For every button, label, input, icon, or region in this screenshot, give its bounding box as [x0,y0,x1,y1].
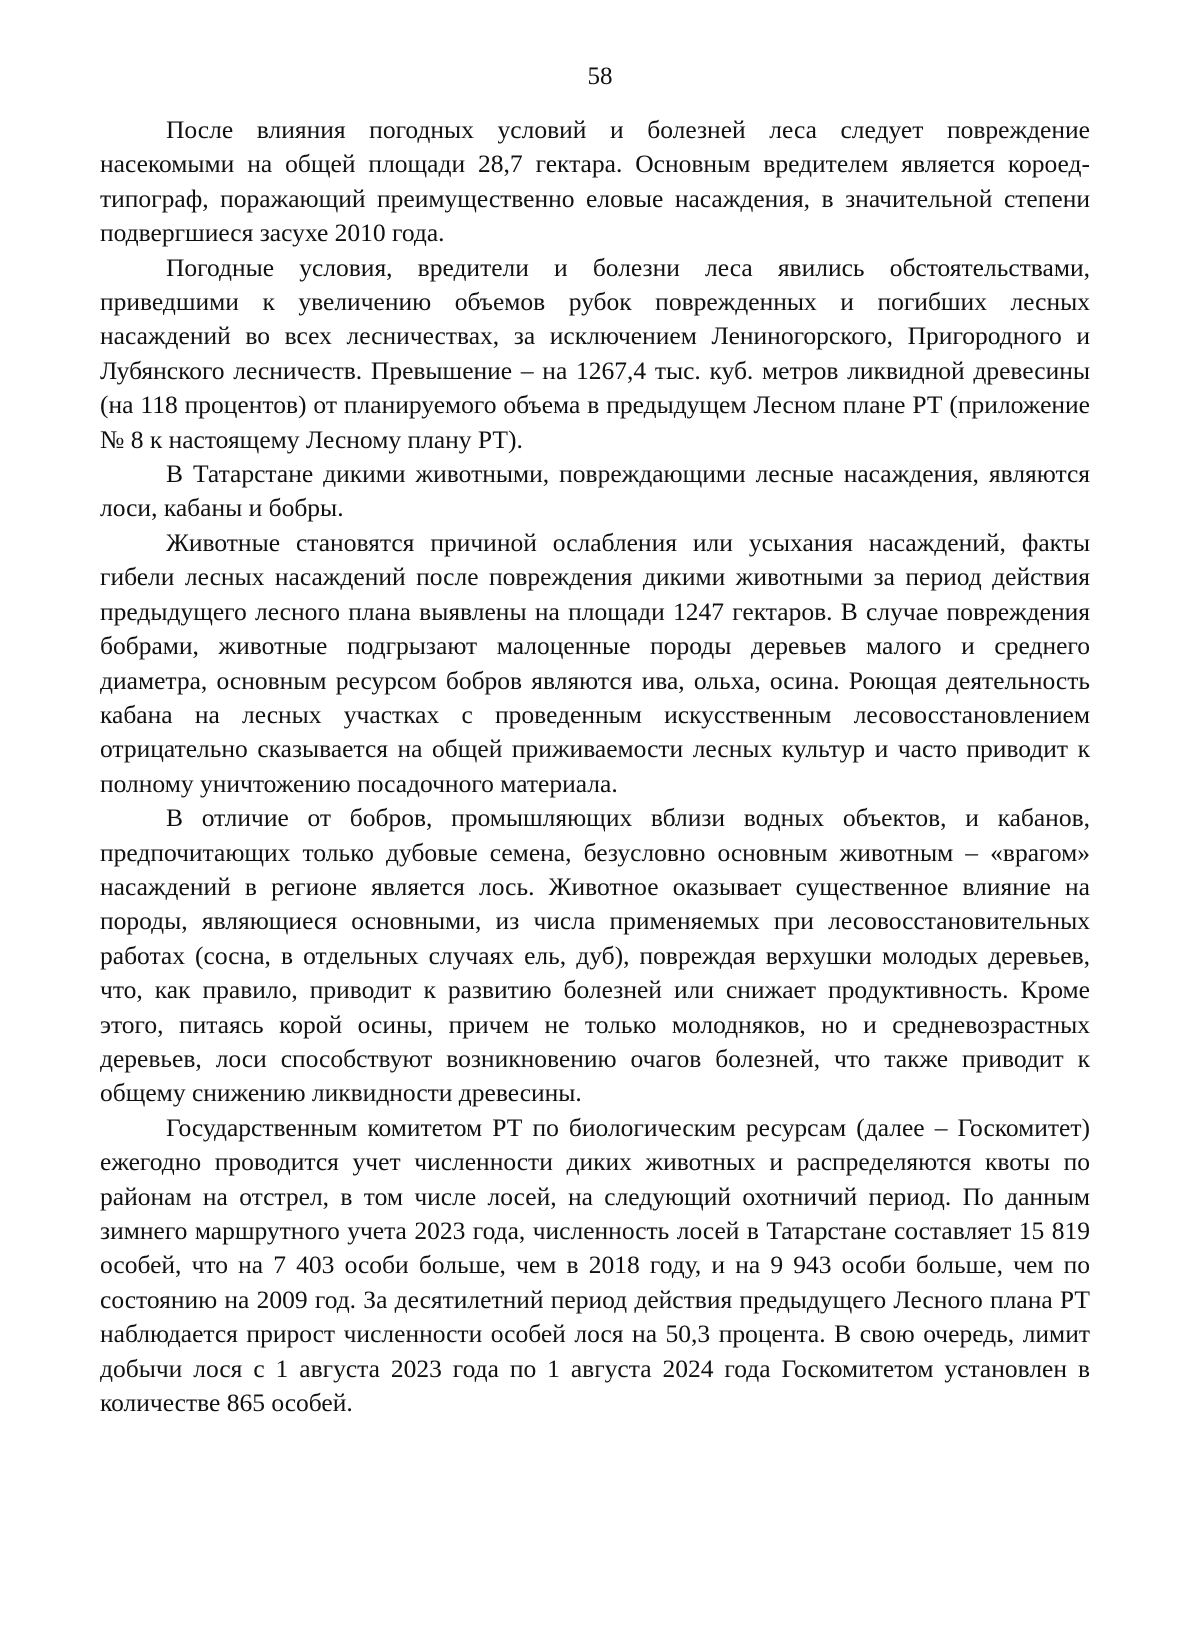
paragraph-moose: В отличие от бобров, промышляющих вблизи водных объектов, и кабанов, предпочитающих только дубовые семена, безусловно основным животным – «врагом» насаждений в регионе является лось. Животное оказывает существенное влияние на породы, являющиеся основными, из числа применяемых при лесовосстановительных работах (сосна, в отдельных случаях ель, дуб), повреждая верхушки молодых деревьев, что, как правило, приводит к развитию болезней или снижает продуктивность. Кроме этого, питаясь корой осины, причем не только молодняков, но и средневозрастных деревьев, лоси способствуют возникновению очагов болезней, что также приводит к общему снижению ликвидности древесины. [100,803,1090,1108]
body-text [100,113,1090,1420]
page-number: 58 [587,63,613,90]
paragraph-wild-animals: В Татарстане дикими животными, повреждающими лесные насаждения, являются лоси, кабаны и бобры. [100,459,1090,523]
paragraph-insect-damage: После влияния погодных условий и болезней леса следует повреждение насекомыми на общей площади 28,7 гектара. Основным вредителем является короед-типограф, поражающий преимущественно еловые насаждения, в значительной степени подвергшиеся засухе 2010 года. [100,115,1090,248]
paragraph-moose-count: Государственным комитетом РТ по биологическим ресурсам (далее – Госкомитет) ежегодно проводится учет численности диких животных и распределяются квоты по районам на отстрел, в том числе лосей, на следующий охотничий период. По данным зимнего маршрутного учета 2023 года, численность лосей в Татарстане составляет 15 819 особей, что на 7 403 особи больше, чем в 2018 году, и на 9 943 особи больше, чем по состоянию на 2009 год. За десятилетний период действия предыдущего Лесного плана РТ наблюдается прирост численности особей лося на 50,3 процента. В свою очередь, лимит добычи лося с 1 августа 2023 года по 1 августа 2024 года Госкомитетом установлен в количестве 865 особей. [100,1112,1090,1418]
paragraph-animal-damage: Животные становятся причиной ослабления или усыхания насаждений, факты гибели лесных насаждений после повреждения дикими животными за период действия предыдущего лесного плана выявлены на площади 1247 гектаров. В случае повреждения бобрами, животные подгрызают малоценные породы деревьев малого и среднего диаметра, основным ресурсом бобров являются ива, ольха, осина. Роющая деятельность кабана на лесных участках с проведенным искусственным лесовосстановлением отрицательно сказывается на общей приживаемости лесных культур и часто приводит к полному уничтожению посадочного материала. [100,527,1090,798]
paragraph-logging-increase: Погодные условия, вредители и болезни леса явились обстоятельствами, приведшими к увеличению объемов рубок поврежденных и погибших лесных насаждений во всех лесничествах, за исключением Лениногорского, Пригородного и Лубянского лесничеств. Превышение – на 1267,4 тыс. куб. метров ликвидной древесины (на 118 процентов) от планируемого объема в предыдущем Лесном плане РТ (приложение № 8 к настоящему Лесному плану РТ). [100,252,1090,454]
